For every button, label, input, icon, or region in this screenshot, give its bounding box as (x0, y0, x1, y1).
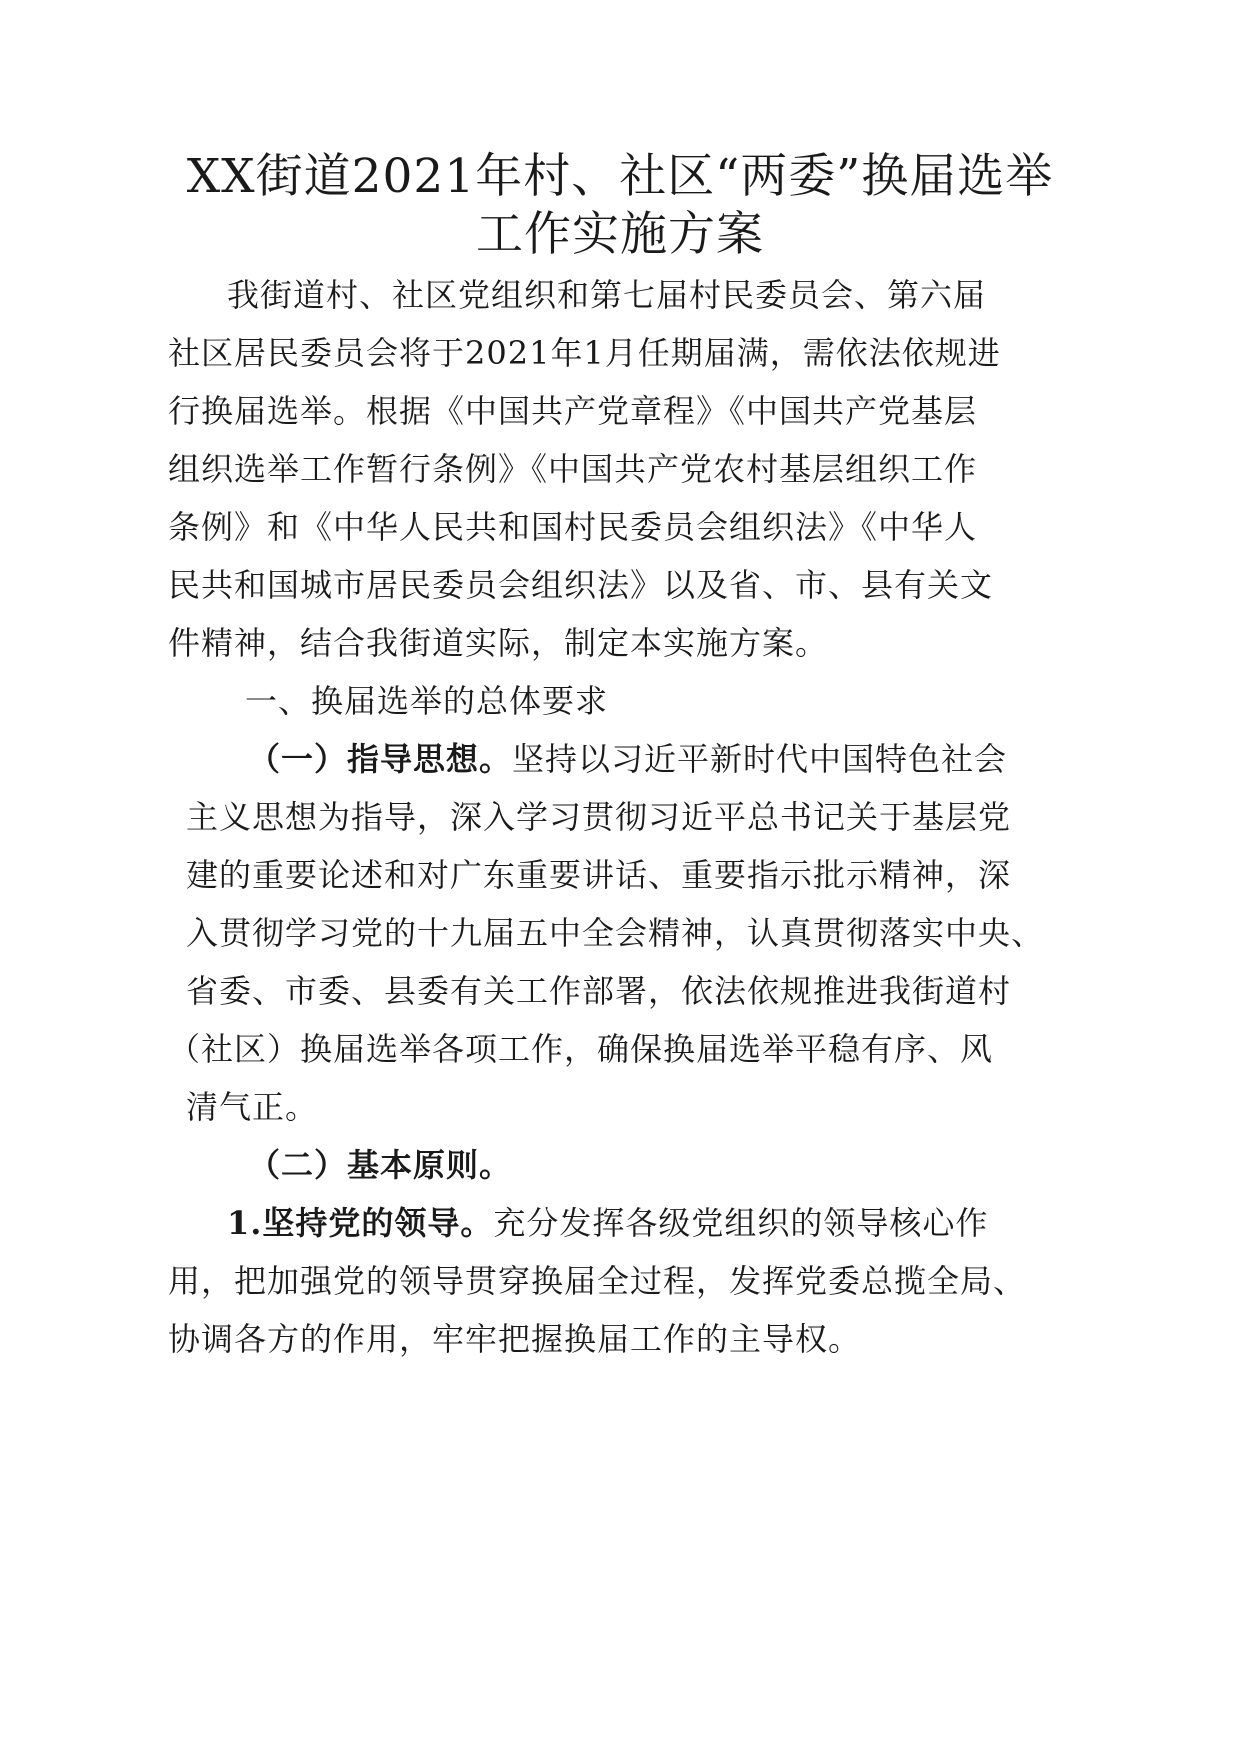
paragraph-line: 省委、市委、县委有关工作部署，依法依规推进我街道村 (186, 972, 1012, 1010)
paragraph-line: 用，把加强党的领导贯穿换届全过程，发挥党委总揽全局、 (168, 1262, 1027, 1300)
paragraph-line (227, 1203, 988, 1243)
paragraph-line: 条例》和《中华人民共和国村民委员会组织法》《中华人 (168, 508, 978, 546)
subsection-heading: （一）指导思想。 (248, 740, 513, 778)
subsection-heading: （二）基本原则。 (248, 1146, 513, 1184)
paragraph-text: 坚持以习近平新时代中国特色社会 (512, 740, 1008, 778)
paragraph-line: 清气正。 (186, 1088, 319, 1126)
document-title-line-1: XX街道2021年村、社区“两委”换届选举 (186, 149, 1054, 204)
paragraph-line: 组织选举工作暂行条例》《中国共产党农村基层组织工作 (168, 450, 978, 488)
paragraph-text: 充分发挥各级党组织的领导核心作 (493, 1204, 989, 1242)
paragraph-line: 我街道村、社区党组织和第七届村民委员会、第六届 (227, 276, 987, 314)
paragraph-line: 建的重要论述和对广东重要讲话、重要指示批示精神，深 (186, 856, 1012, 894)
paragraph-line (248, 739, 1007, 779)
paragraph-line: 社区居民委员会将于2021年1月任期届满，需依法依规进 (168, 334, 1001, 372)
section-heading: 一、换届选举的总体要求 (245, 682, 609, 720)
paragraph-line: 件精神，结合我街道实际，制定本实施方案。 (168, 624, 829, 662)
document-title-line-2: 工作实施方案 (476, 207, 764, 262)
paragraph-line: 协调各方的作用，牢牢把握换届工作的主导权。 (168, 1320, 862, 1358)
paragraph-line: 民共和国城市居民委员会组织法》以及省、市、县有关文 (168, 566, 994, 604)
paragraph-line: 主义思想为指导，深入学习贯彻习近平总书记关于基层党 (186, 798, 1012, 836)
principle-heading: 1.坚持党的领导。 (227, 1204, 494, 1242)
paragraph-line: 入贯彻学习党的十九届五中全会精神，认真贯彻落实中央、 (186, 914, 1045, 952)
paragraph-line: （社区）换届选举各项工作，确保换届选举平稳有序、风 (168, 1030, 994, 1068)
paragraph-line: 行换届选举。根据《中国共产党章程》《中国共产党基层 (168, 392, 978, 430)
